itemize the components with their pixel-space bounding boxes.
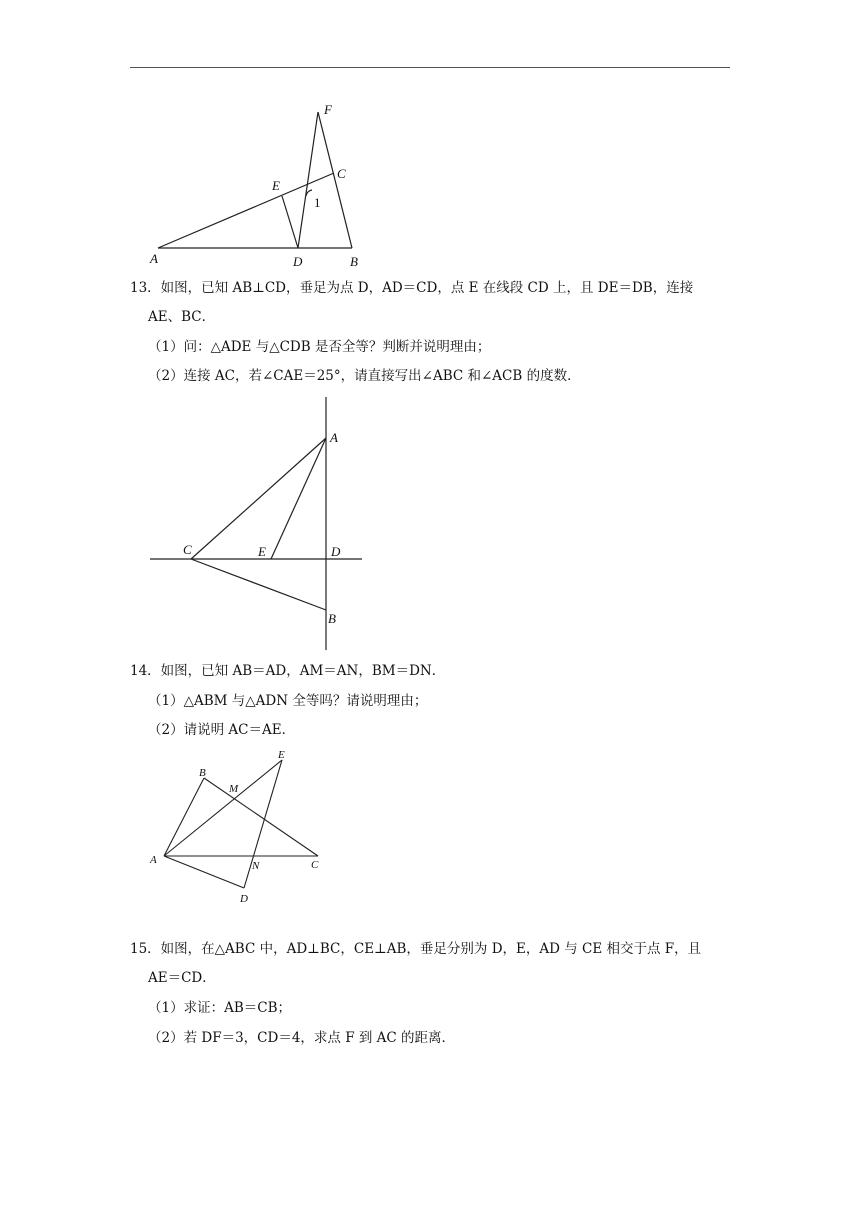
segment-BC xyxy=(204,778,318,856)
q15-line1: 15．如图，在△ABC 中，AD⊥BC，CE⊥AB，垂足分别为 D，E，AD 与 CE 相交于点 F，且 xyxy=(130,941,702,957)
label-B: B xyxy=(328,611,336,626)
label-C: C xyxy=(311,859,319,871)
q15-part1: （1）求证：AB＝CB； xyxy=(148,1000,292,1016)
segment-CB xyxy=(191,559,326,610)
q15-part2: （2）若 DF＝3，CD＝4，求点 F 到 AC 的距离． xyxy=(148,1030,456,1046)
q13-line2: AE、BC． xyxy=(148,309,216,325)
figure-q13 xyxy=(140,392,380,654)
segment-AB xyxy=(164,778,204,856)
label-M: M xyxy=(229,783,239,795)
segment-EA xyxy=(271,438,326,559)
segment-AD xyxy=(164,856,244,888)
label-B: B xyxy=(199,767,206,779)
segment-AE xyxy=(164,760,282,856)
segment-ED xyxy=(244,760,282,888)
label-D: D xyxy=(240,893,248,905)
label-N: N xyxy=(252,860,260,872)
label-C: C xyxy=(183,542,192,557)
q13-line1: 13．如图，已知 AB⊥CD，垂足为点 D，AD＝CD，点 E 在线段 CD 上，且 DE＝DB，连接 xyxy=(130,280,694,296)
label-D: D xyxy=(293,254,303,269)
segment-DF xyxy=(298,112,318,248)
segment-CA xyxy=(191,438,326,559)
segment-DE xyxy=(282,196,298,248)
label-angle-1: 1 xyxy=(314,195,321,210)
q13-part2: （2）连接 AC，若∠CAE＝25°，请直接写出∠ABC 和∠ACB 的度数． xyxy=(148,368,581,384)
label-E: E xyxy=(272,178,280,193)
label-A: A xyxy=(150,854,157,866)
label-A: A xyxy=(330,430,338,445)
q14-part1: （1）△ABM 与△ADN 全等吗？请说明理由； xyxy=(148,693,428,709)
q15-line2: AE＝CD． xyxy=(148,970,216,986)
q14-part2: （2）请说明 AC＝AE． xyxy=(148,722,296,738)
figure-q13-svg xyxy=(140,392,380,654)
label-C: C xyxy=(337,166,346,181)
label-A: A xyxy=(150,251,158,266)
label-E: E xyxy=(278,749,285,761)
label-F: F xyxy=(324,102,332,117)
q14-line1: 14．如图，已知 AB＝AD，AM＝AN，BM＝DN． xyxy=(130,663,446,679)
header-rule xyxy=(130,67,730,68)
q13-part1: （1）问：△ADE 与△CDB 是否全等？判断并说明理由； xyxy=(148,339,491,355)
figure-q12-svg xyxy=(140,100,370,272)
label-D: D xyxy=(331,544,341,559)
label-B: B xyxy=(350,254,358,269)
segment-BF xyxy=(318,112,352,248)
figure-q14-svg xyxy=(140,745,340,907)
figure-q12 xyxy=(140,100,370,272)
label-E: E xyxy=(258,544,266,559)
figure-q14 xyxy=(140,745,340,907)
